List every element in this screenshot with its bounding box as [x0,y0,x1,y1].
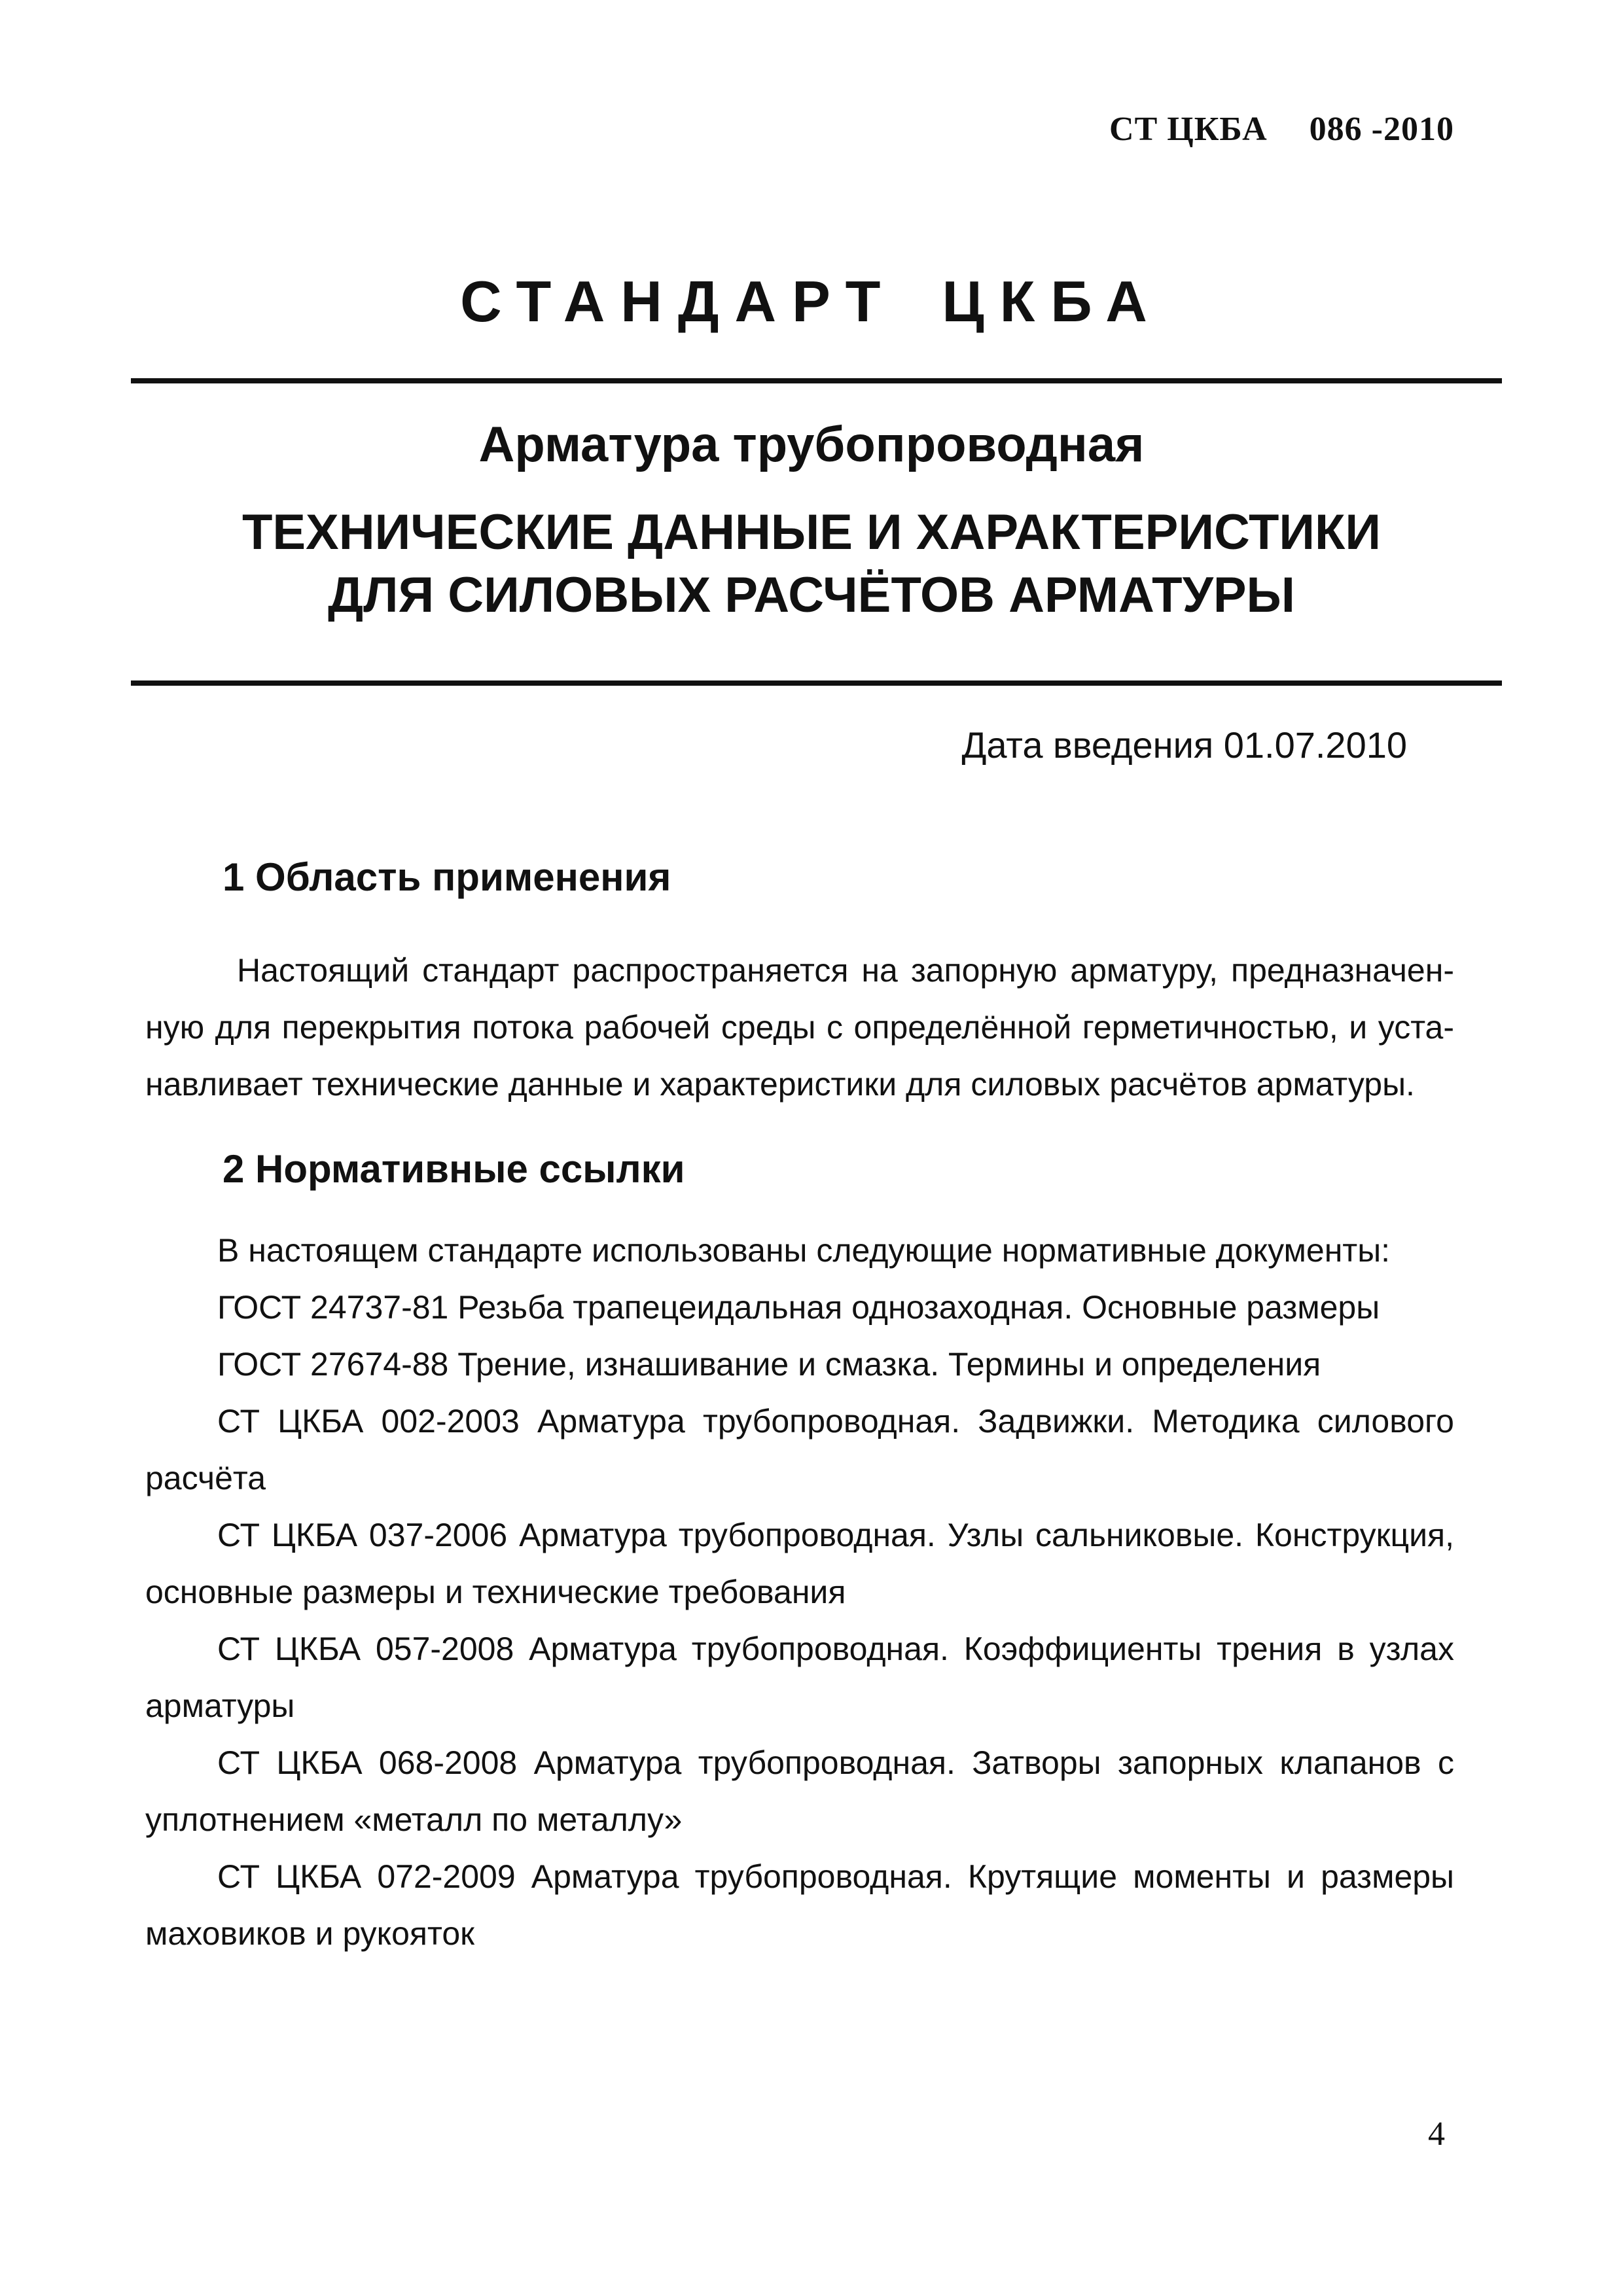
section-1-heading: 1 Область применения [223,855,671,899]
bottom-divider [131,680,1502,686]
reference-item: СТ ЦКБА 002-2003 Арматура трубопроводная. Задвижки. Методика силового расчёта [145,1403,1454,1496]
document-subtitle: Арматура трубопроводная [478,417,1145,472]
reference-item: СТ ЦКБА 037-2006 Арматура трубопроводная. Узлы сальниковые. Конструкция, основные размеры и технические требования [145,1517,1454,1610]
document-title-line-2: ДЛЯ СИЛОВЫХ РАСЧЁТОВ АРМАТУРЫ [328,567,1295,623]
reference-item: ГОСТ 27674-88 Трение, изнашивание и смазка. Термины и определения [217,1346,1321,1383]
scope-paragraph [145,942,1454,1113]
standard-word: СТАНДАРТ [460,269,897,334]
document-title-line-1: ТЕХНИЧЕСКИЕ ДАННЫЕ И ХАРАКТЕРИСТИКИ [241,504,1382,560]
reference-item: ГОСТ 24737-81 Резьба трапецеидальная однозаходная. Основные размеры [217,1289,1380,1326]
section-2-heading: 2 Нормативные ссылки [223,1147,685,1191]
top-divider [131,378,1502,383]
reference-item: СТ ЦКБА 072-2009 Арматура трубопроводная. Крутящие моменты и размеры маховиков и рукояток [145,1858,1454,1952]
document-code-number: 086 -2010 [1309,111,1454,148]
intro-date: Дата введения 01.07.2010 [961,724,1407,766]
document-title [0,501,1623,627]
standard-title [0,268,1623,335]
document-code [1109,110,1454,149]
scope-text: Настоящий стандарт распространяется на запорную арматуру, предназначенную для перекрытия потока рабочей среды с определённой герметичностью, и устанавливает технические данные и характеристики для силовых расчётов арматуры. [145,952,1454,1103]
references-intro: В настоящем стандарте использованы следующие нормативные документы: [217,1232,1391,1269]
document-code-prefix: СТ ЦКБА [1109,111,1268,148]
page-number: 4 [1428,2115,1445,2153]
reference-item: СТ ЦКБА 057-2008 Арматура трубопроводная. Коэффициенты трения в узлах арматуры [145,1631,1454,1724]
reference-item: СТ ЦКБА 068-2008 Арматура трубопроводная. Затворы запорных клапанов с уплотнением «металл по металлу» [145,1744,1454,1838]
standard-org: ЦКБА [942,269,1163,334]
references-list [145,1222,1454,1962]
